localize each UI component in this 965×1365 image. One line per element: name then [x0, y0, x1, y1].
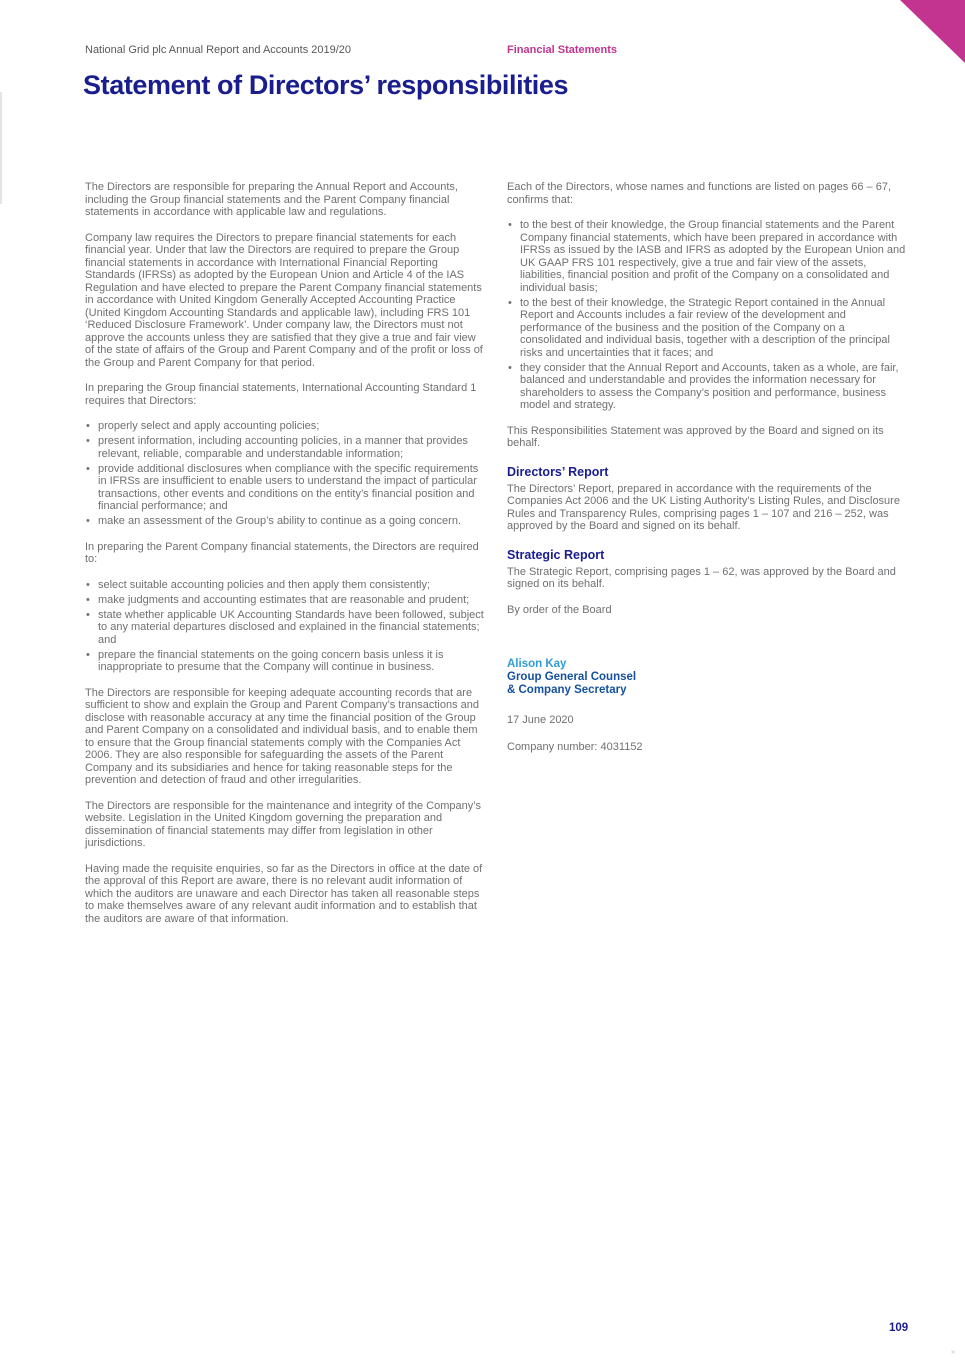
heading-directors-report: Directors’ Report: [507, 464, 609, 479]
page-number: 109: [889, 1322, 909, 1334]
bullet-item: • they consider that the Annual Report and Accounts, taken as a whole, are fair, balanced and understandable and provides the information necessary for shareholders to assess the Company’s position and performance, business model and strategy.: [507, 362, 907, 412]
corner-print-mark: »: [951, 1349, 955, 1356]
paragraph: In preparing the Parent Company financial statements, the Directors are required to:: [85, 540, 479, 565]
bullet-item: • prepare the financial statements on the going concern basis unless it is inappropriate to presume that the Company will continue in business.: [85, 649, 485, 674]
paragraph: The Strategic Report, comprising pages 1 – 62, was approved by the Board and signed on its behalf.: [507, 565, 896, 590]
by-order-line: By order of the Board: [507, 603, 612, 616]
page-title: Statement of Directors’ responsibilities: [83, 70, 569, 100]
bullet-item: • make an assessment of the Group’s ability to continue as a going concern.: [85, 515, 485, 528]
page-edge-artifact: [0, 92, 2, 204]
body-columns: [85, 181, 907, 938]
paragraph: The Directors are responsible for preparing the Annual Report and Accounts, including the Group financial statements and the Parent Company financial statements in accordance with applicable law and regulations.: [85, 181, 458, 218]
signatory-role-line2: & Company Secretary: [507, 684, 627, 696]
bullet-list-confirmations: [507, 219, 907, 412]
company-number: Company number: 4031152: [507, 740, 643, 753]
paragraph: Each of the Directors, whose names and functions are listed on pages 66 – 67, confirms that:: [507, 181, 892, 206]
bullet-item: • present information, including accounting policies, in a manner that provides relevant, reliable, comparable and understandable information;: [85, 435, 485, 460]
right-column: [507, 181, 907, 753]
bullet-item: • provide additional disclosures when compliance with the specific requirements in IFRSs are insufficient to enable users to understand the impact of particular transactions, other events and conditions on the entity’s financial position and financial performance; and: [85, 463, 485, 513]
heading-strategic-report: Strategic Report: [507, 547, 605, 562]
paragraph: The Directors are responsible for the maintenance and integrity of the Company’s website. Legislation in the United Kingdom governing the preparation and dissemination of financial statements may differ from legislation in other jurisdictions.: [85, 799, 482, 849]
paragraph: The Directors are responsible for keeping adequate accounting records that are sufficient to show and explain the Group and Parent Company’s transactions and disclose with reasonable accuracy at any time the financial position of the Group and Parent Company on a consolidated and individual basis, and to enable them to ensure that the Group financial statements comply with the Companies Act 2006. They are also responsible for safeguarding the assets of the Parent Company and its subsidiaries and hence for taking reasonable steps for the prevention and detection of fraud and other irregularities.: [85, 686, 480, 786]
bullet-item: • make judgments and accounting estimates that are reasonable and prudent;: [85, 594, 485, 607]
bullet-item: • select suitable accounting policies and then apply them consistently;: [85, 579, 485, 592]
paragraph: Having made the requisite enquiries, so far as the Directors in office at the date of the approval of this Report are aware, there is no relevant audit information of which the auditors are unaware and each Director has taken all reasonable steps to make themselves aware of any relevant audit information and to establish that the auditors are aware of that information.: [85, 862, 483, 925]
paragraph: In preparing the Group financial statements, International Accounting Standard 1 requires that Directors:: [85, 382, 477, 407]
bullet-list-ias1: [85, 420, 485, 528]
report-meta-title: National Grid plc Annual Report and Accounts 2019/20: [85, 44, 352, 56]
bullet-item: • to the best of their knowledge, the Group financial statements and the Parent Company financial statements, which have been prepared in accordance with IFRSs as issued by the IASB and IFRS as adopted by the European Union and UK GAAP FRS 101 respectively, give a true and fair view of the assets, liabilities, financial position and profit of the Company on a consolidated and individual basis;: [507, 219, 907, 294]
signature-block: [507, 658, 907, 697]
corner-triangle-decoration: [900, 0, 965, 63]
paragraph: Company law requires the Directors to prepare financial statements for each financial year. Under that law the Directors are required to prepare the Group financial statements in accordance with International Financial Reporting Standards (IFRSs) as adopted by the European Union and Article 4 of the IAS Regulation and have elected to prepare the Parent Company financial statements in accordance with United Kingdom Generally Accepted Accounting Practice (United Kingdom Accounting Standards and applicable law), including FRS 101 ‘Reduced Disclosure Framework’. Under company law, the Directors must not approve the accounts unless they are satisfied that they give a true and fair view of the state of affairs of the Group and Parent Company and of the profit or loss of the Group and Parent Company for that period.: [85, 231, 483, 369]
bullet-list-parent-company: [85, 579, 485, 674]
section-label: Financial Statements: [507, 44, 618, 56]
bullet-item: • to the best of their knowledge, the Strategic Report contained in the Annual Report and Accounts includes a fair review of the development and performance of the business and the position of the Company on a consolidated and individual basis, together with a description of the principal risks and uncertainties that it faces; and: [507, 297, 907, 360]
bullet-item: • properly select and apply accounting policies;: [85, 420, 485, 433]
signatory-role-line1: Group General Counsel: [507, 671, 637, 683]
signature-date: 17 June 2020: [507, 714, 574, 726]
paragraph: The Directors’ Report, prepared in accordance with the requirements of the Companies Act 2006 and the UK Listing Authority’s Listing Rules, and Disclosure Rules and Transparency Rules, comprising pages 1 – 107 and 216 – 252, was approved by the Board and signed on its behalf.: [507, 482, 900, 532]
left-column: [85, 181, 485, 938]
paragraph: This Responsibilities Statement was approved by the Board and signed on its behalf.: [507, 424, 884, 449]
signatory-name: Alison Kay: [507, 658, 567, 670]
bullet-item: • state whether applicable UK Accounting Standards have been followed, subject to any material departures disclosed and explained in the financial statements; and: [85, 609, 485, 647]
